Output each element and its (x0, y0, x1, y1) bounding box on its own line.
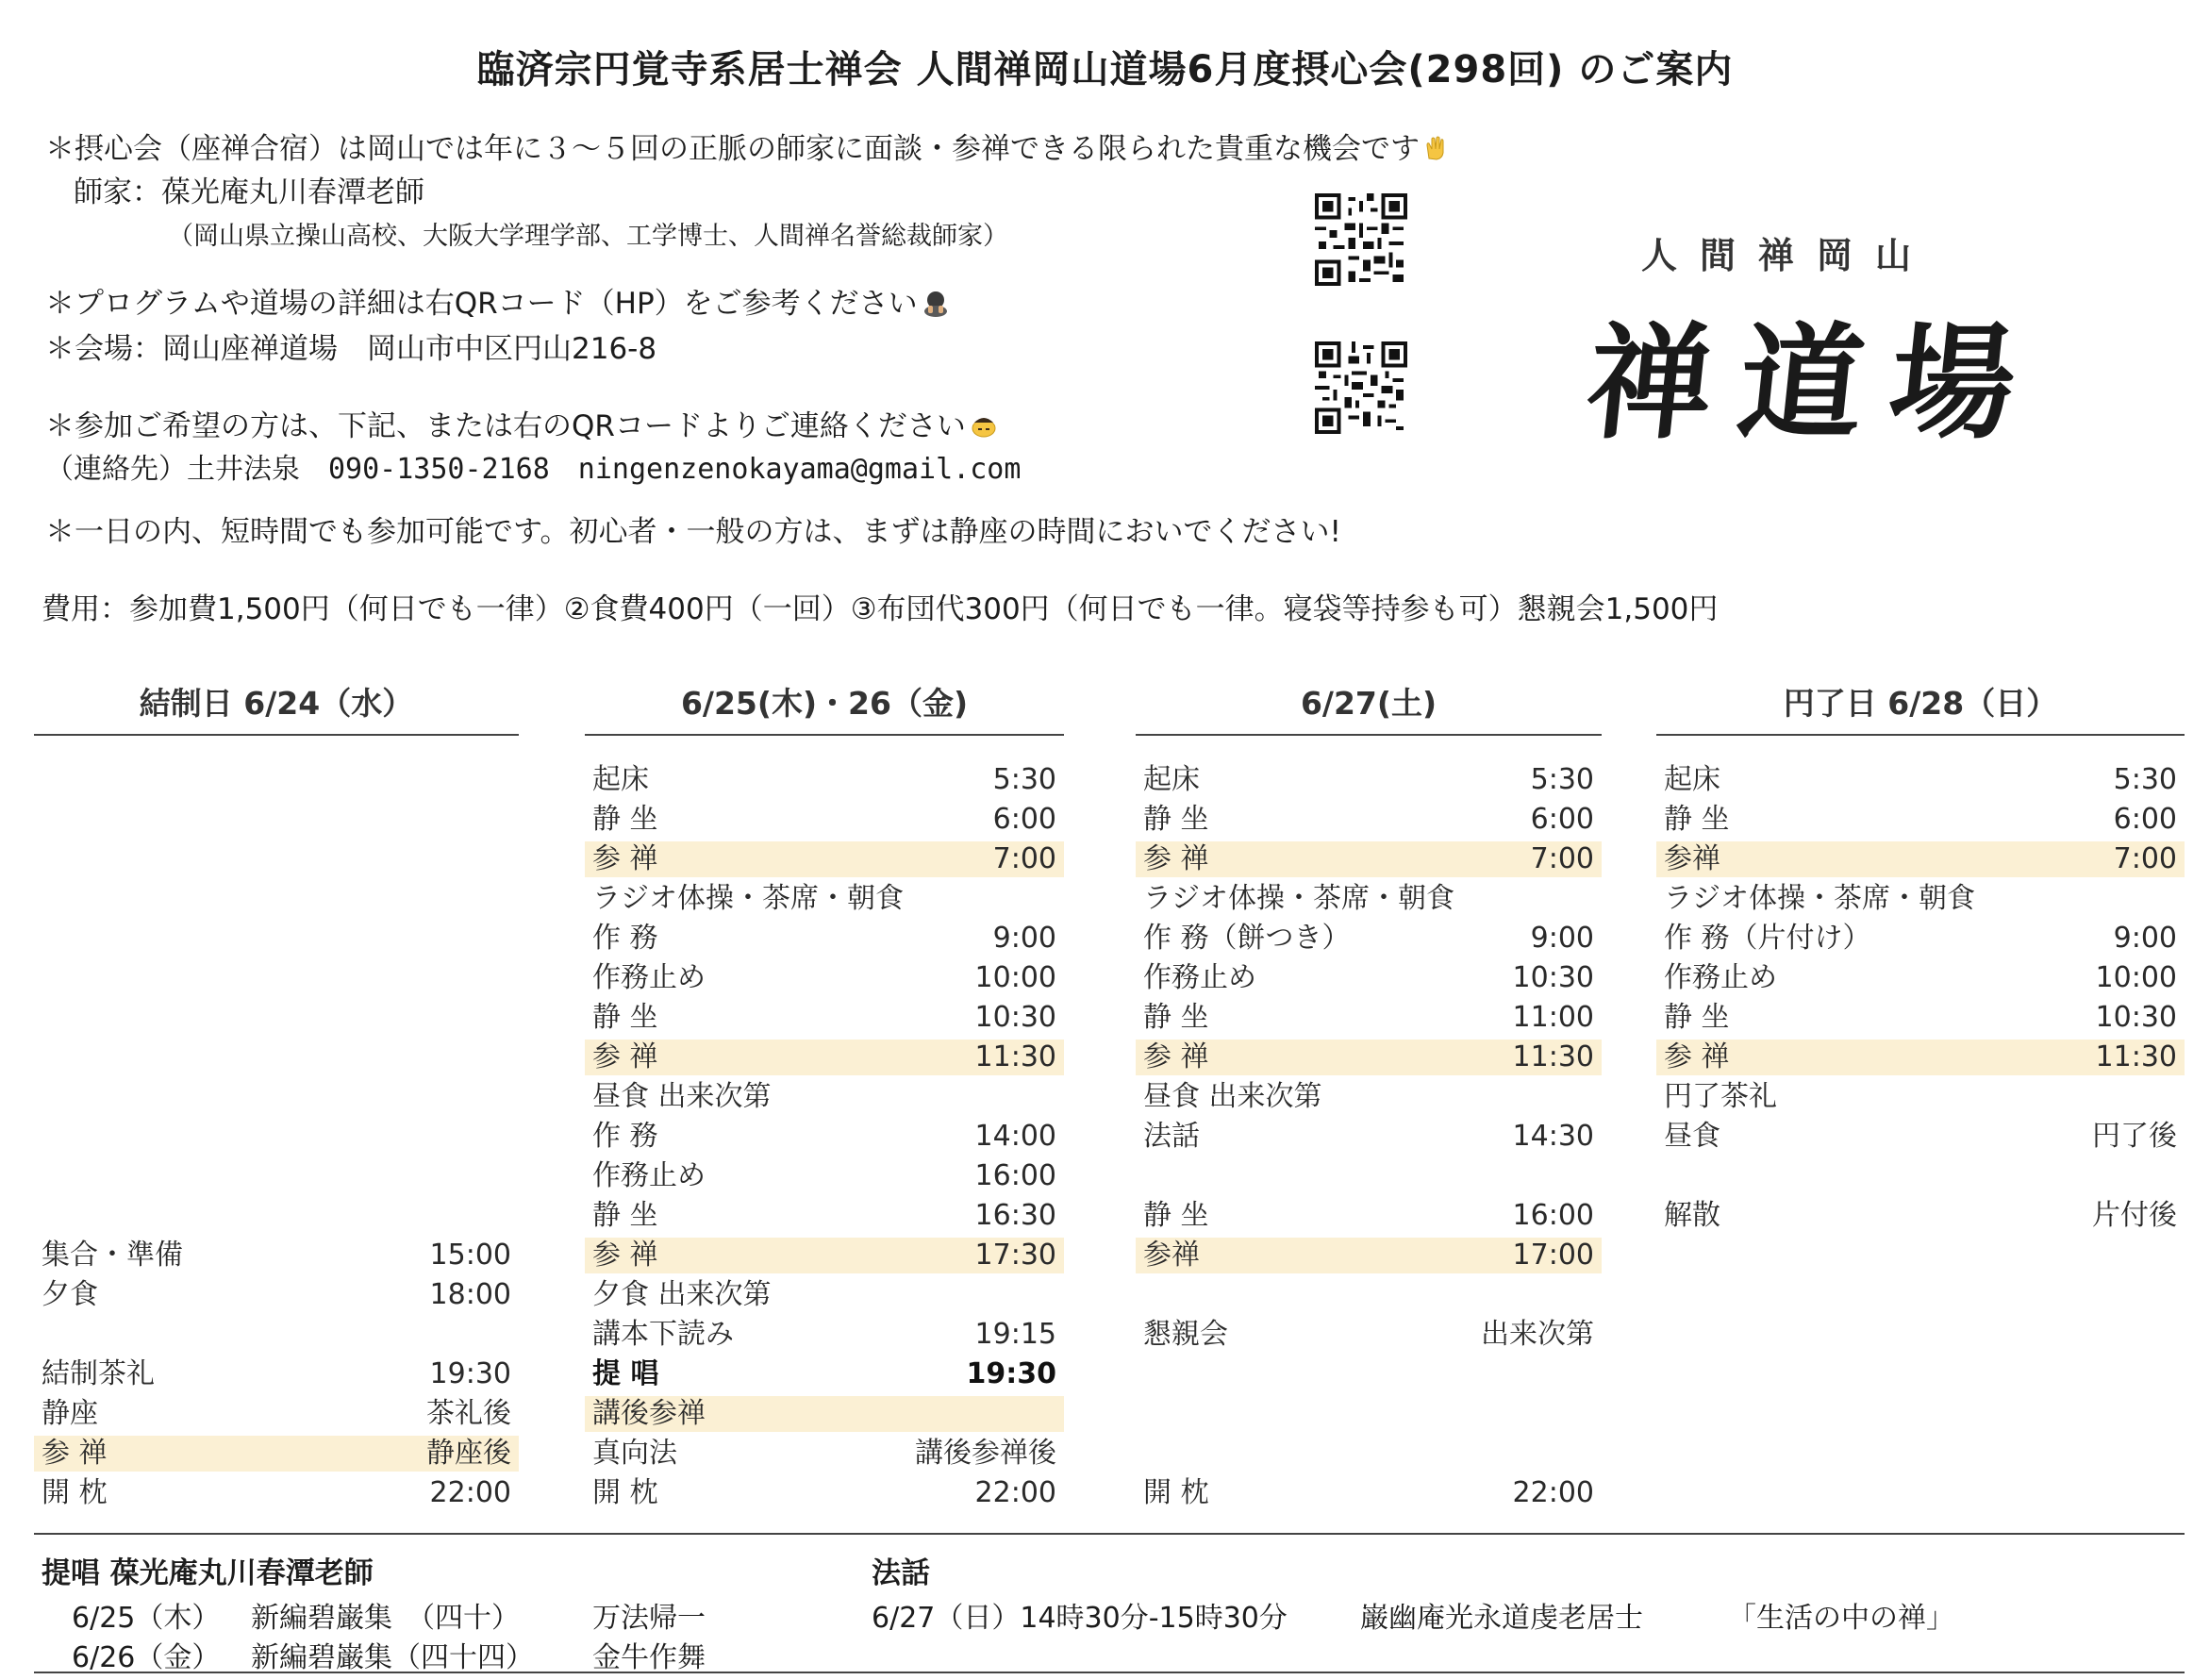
schedule-row: 静 坐 16:30 (592, 1199, 1056, 1232)
howa-datetime: 6/27（日）14時30分-15時30分 (872, 1602, 1288, 1635)
schedule-row: 夕食 18:00 (42, 1278, 511, 1311)
schedule-row: 起床 5:30 (1664, 763, 2177, 796)
schedule-row: 静 坐 10:30 (1664, 1001, 2177, 1034)
schedule-row: 静 坐 16:00 (1143, 1199, 1594, 1232)
teisho-book: 新編碧巌集 （四十） (251, 1602, 520, 1635)
schedule-row: 開 枕 22:00 (1143, 1476, 1594, 1509)
schedule-row: ラジオ体操・茶席・朝食 (592, 882, 904, 915)
schedule-row-sanzen: 参 禅 17:30 (585, 1238, 1064, 1273)
schedule-row: 昼食 出来次第 (1143, 1080, 1322, 1113)
teisho-topic: 金牛作舞 (592, 1641, 706, 1674)
schedule-row-sanzen: 参 禅 7:00 (1136, 841, 1602, 877)
schedule-row: 静 坐 6:00 (592, 803, 1056, 836)
schedule-row: 作務止め 10:00 (1664, 961, 2177, 994)
end-divider (34, 1672, 2185, 1673)
schedule-row-sanzen: 参禅 17:00 (1136, 1238, 1602, 1273)
qr-code-contact[interactable] (1315, 341, 1407, 434)
schedule-row-sanzen: 参 禅 11:30 (1136, 1040, 1602, 1075)
bottom-divider (34, 1533, 2185, 1535)
schedule-row: 起床 5:30 (592, 763, 1056, 796)
shike-name: 師家：葆光庵丸川春潭老師 (74, 175, 424, 209)
howa-topic: 「生活の中の禅」 (1728, 1602, 1954, 1635)
schedule-row: 作務止め 16:00 (592, 1159, 1056, 1192)
raising-hands-icon (1423, 134, 1452, 162)
schedule-row: 静 坐 10:30 (592, 1001, 1056, 1034)
schedule-row: 講本下読み 19:15 (592, 1318, 1056, 1351)
intro-oneday: ＊一日の内、短時間でも参加可能です。初心者・一般の方は、まずは静座の時間においでください! (45, 515, 1341, 549)
teisho-book: 新編碧巌集（四十四） (251, 1641, 534, 1674)
schedule-row: 真向法 講後参禅後 (592, 1437, 1056, 1470)
schedule-row: 開 枕 22:00 (42, 1476, 511, 1509)
schedule-heading: 6/27(土) (1300, 685, 1437, 722)
heading-divider (34, 734, 519, 736)
fee-info: 費用：参加費1,500円（何日でも一律）②食費400円（一回）③布団代300円（何日でも一律。寝袋等持参も可）懇親会1,500円 (42, 592, 1719, 626)
intro-program: ＊プログラムや道場の詳細は右QRコード（HP）をご参考ください (45, 279, 950, 322)
schedule-row-sanzen: 参禅 7:00 (1656, 841, 2185, 877)
schedule-row: 作 務（餅つき） 9:00 (1143, 922, 1594, 955)
schedule-row: 円了茶礼 (1664, 1080, 1777, 1113)
bowing-person-icon (922, 289, 950, 317)
shike-profile: （岡山県立操山高校、大阪大学理学部、工学博士、人間禅名誉総裁師家） (168, 222, 1008, 251)
schedule-row: 静 坐 6:00 (1143, 803, 1594, 836)
heading-divider (585, 734, 1064, 736)
bowing-face-icon (970, 411, 998, 440)
schedule-row: 作 務（片付け） 9:00 (1664, 922, 2177, 955)
schedule-row: ラジオ体操・茶席・朝食 (1664, 882, 1975, 915)
schedule-heading: 結制日 6/24（水） (139, 685, 414, 722)
schedule-row-sanzen: 参 禅 11:30 (585, 1040, 1064, 1075)
teisho-topic: 万法帰一 (592, 1602, 706, 1635)
schedule-row: ラジオ体操・茶席・朝食 (1143, 882, 1454, 915)
schedule-row-sanzen: 参 禅 11:30 (1656, 1040, 2185, 1075)
schedule-row: 静 坐 11:00 (1143, 1001, 1594, 1034)
schedule-row-sanzen: 参 禅 7:00 (585, 841, 1064, 877)
brand-logo: 禅道場 (1580, 310, 2049, 457)
schedule-row-teisho: 提 唱 19:30 (592, 1357, 1056, 1390)
schedule-heading: 6/25(木)・26（金) (680, 685, 969, 722)
schedule-row: 法話 14:30 (1143, 1120, 1594, 1153)
brand-subtitle: 人間禅岡山 (1641, 234, 1935, 276)
schedule-row: 解散 片付後 (1664, 1199, 2177, 1232)
intro-venue: ＊会場：岡山座禅道場 岡山市中区円山216-8 (45, 332, 657, 366)
page-title: 臨済宗円覚寺系居士禅会 人間禅岡山道場6月度摂心会(298回) のご案内 (476, 48, 1734, 91)
heading-divider (1656, 734, 2185, 736)
teisho-date: 6/26（金） (72, 1641, 221, 1674)
schedule-row: 開 枕 22:00 (592, 1476, 1056, 1509)
schedule-row-sanzen: 講後参禅 (585, 1396, 1064, 1432)
schedule-row: 静座 茶礼後 (42, 1397, 511, 1430)
schedule-row: 懇親会 出来次第 (1143, 1318, 1594, 1351)
howa-title: 法話 (872, 1556, 930, 1590)
schedule-row: 夕食 出来次第 (592, 1278, 772, 1311)
schedule-row: 静 坐 6:00 (1664, 803, 2177, 836)
howa-speaker: 巌幽庵光永道虔老居士 (1360, 1602, 1643, 1635)
schedule-row: 作 務 9:00 (592, 922, 1056, 955)
schedule-row: 結制茶礼 19:30 (42, 1357, 511, 1390)
schedule-row: 作務止め 10:00 (592, 961, 1056, 994)
heading-divider (1136, 734, 1602, 736)
schedule-heading: 円了日 6/28（日） (1783, 685, 2058, 722)
schedule-row: 昼食 出来次第 (592, 1080, 772, 1113)
schedule-row: 集合・準備 15:00 (42, 1239, 511, 1272)
intro-sesshinkai: ＊摂心会（座禅合宿）は岡山では年に３～５回の正脈の師家に面談・参禅できる限られた貴重な機会です (45, 125, 1452, 167)
schedule-row: 作務止め 10:30 (1143, 961, 1594, 994)
teisho-title: 提唱 葆光庵丸川春潭老師 (42, 1556, 374, 1590)
schedule-row-sanzen: 参 禅 静座後 (34, 1436, 519, 1472)
teisho-date: 6/25（木） (72, 1602, 221, 1635)
schedule-row: 作 務 14:00 (592, 1120, 1056, 1153)
qr-code-homepage[interactable] (1315, 193, 1407, 286)
contact-info: （連絡先）土井法泉 090-1350-2168 ningenzenokayama@gmail.com (45, 453, 1022, 486)
schedule-row: 昼食 円了後 (1664, 1120, 2177, 1153)
intro-contact-request: ＊参加ご希望の方は、下記、または右のQRコードよりご連絡ください (45, 402, 998, 444)
schedule-row: 起床 5:30 (1143, 763, 1594, 796)
